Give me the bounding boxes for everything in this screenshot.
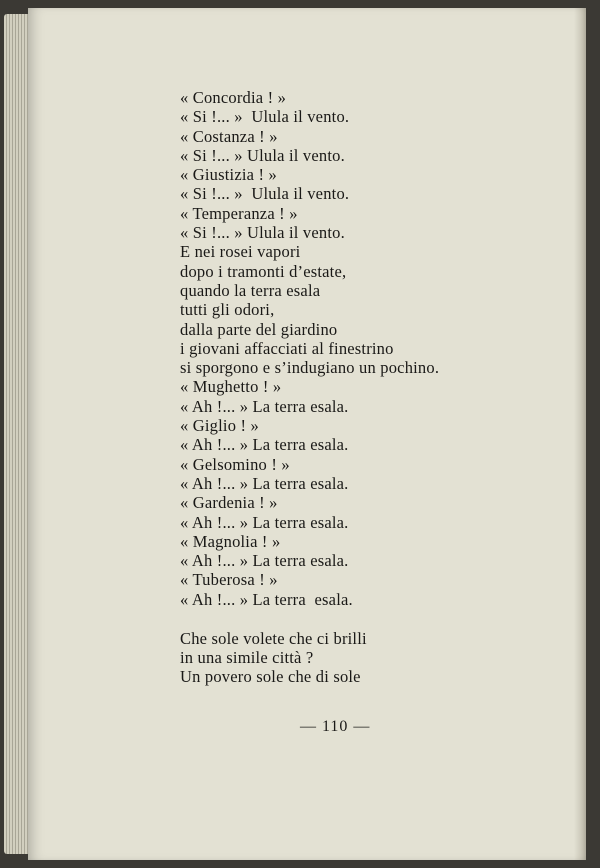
poem-line: quando la terra esala: [180, 280, 321, 300]
poem-line: Che sole volete che ci brilli: [180, 628, 367, 648]
poem-line: « Concordia ! »: [180, 88, 287, 107]
poem-line: tutti gli odori,: [180, 300, 275, 320]
poem-line: « Ah !... » La terra esala.: [180, 435, 349, 455]
poem-line: « Si !... » Ulula il vento.: [180, 145, 345, 165]
poem-line: « Ah !... » La terra esala.: [180, 512, 349, 532]
poem-line: « Ah !... » La terra esala.: [180, 396, 349, 416]
page-number: — 110 —: [300, 718, 371, 735]
poem-line: « Si !... » Ulula il vento.: [180, 107, 350, 127]
poem-line: dalla parte del giardino: [180, 319, 338, 339]
poem-line: « Ah !... » La terra esala.: [180, 589, 353, 609]
poem-line: in una simile città ?: [180, 647, 314, 667]
poem-line: « Si !... » Ulula il vento.: [180, 184, 350, 204]
stanza-gap: [180, 609, 560, 629]
poem-line: Un povero sole che di sole: [180, 667, 361, 687]
poem-line: si sporgono e s’indugiano un pochino.: [180, 358, 440, 378]
poem-text: [180, 88, 560, 686]
stanza-1: [180, 88, 560, 609]
poem-line: « Ah !... » La terra esala.: [180, 551, 349, 571]
poem-line: « Costanza ! »: [180, 126, 278, 146]
poem-line: « Mughetto ! »: [180, 377, 282, 397]
poem-line: « Giustizia ! »: [180, 165, 277, 185]
poem-line: « Temperanza ! »: [180, 203, 298, 223]
poem-line: « Tuberosa ! »: [180, 570, 278, 590]
poem-line: E nei rosei vapori: [180, 242, 301, 262]
poem-line: « Gardenia ! »: [180, 493, 278, 513]
poem-line: « Si !... » Ulula il vento.: [180, 223, 345, 243]
poem-line: « Magnolia ! »: [180, 531, 281, 551]
poem-line: « Ah !... » La terra esala.: [180, 473, 349, 493]
poem-line: dopo i tramonti d’estate,: [180, 261, 347, 281]
poem-line: i giovani affacciati al finestrino: [180, 338, 394, 358]
poem-line: « Gelsomino ! »: [180, 454, 290, 474]
page-gutter-shadow: [574, 8, 586, 860]
stanza-2: [180, 629, 560, 687]
poem-line: « Giglio ! »: [180, 416, 259, 436]
